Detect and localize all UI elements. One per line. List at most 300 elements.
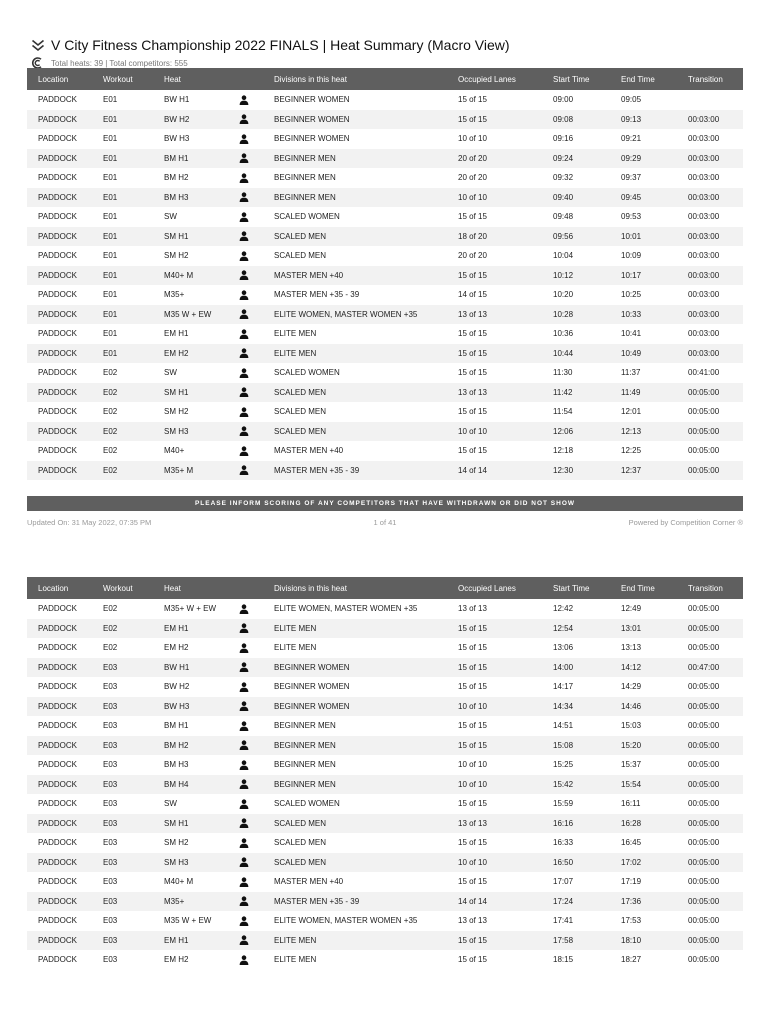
person-icon[interactable] [225,950,263,970]
start-time-cell: 09:24 [542,149,610,169]
divisions-cell: ELITE MEN [274,955,317,965]
lanes-cell: 15 of 15 [447,619,542,639]
table-row [27,207,743,227]
table-row [27,755,743,775]
end-time-cell: 09:53 [621,212,642,222]
workout-cell: E01 [103,329,118,339]
heat-cell: BM H1 [153,149,225,169]
person-icon[interactable] [225,207,263,227]
heat-cell: EM H2 [153,344,225,364]
location-cell: PADDOCK [38,682,77,692]
workout-cell: E03 [103,838,118,848]
divisions-cell: BEGINNER MEN [263,736,447,756]
transition-cell: 00:05:00 [677,461,743,481]
person-icon[interactable] [225,246,263,266]
report-header [31,36,751,70]
location-cell: PADDOCK [38,604,77,614]
end-time-cell: 13:01 [610,619,677,639]
lanes-cell: 10 of 10 [447,853,542,873]
end-time-cell: 17:36 [610,892,677,912]
transition-cell: 00:03:00 [677,188,743,208]
table-row [27,266,743,286]
heat-table-page-2 [27,577,743,970]
divisions-cell: BEGINNER MEN [274,760,336,770]
column-header: Location [27,68,92,90]
start-time-cell: 12:42 [553,604,574,614]
table-header-row [27,68,743,90]
heat-cell: SW [164,212,177,222]
start-time-cell: 17:07 [553,877,574,887]
heat-cell: M35+ [164,290,185,300]
location-cell: PADDOCK [38,721,77,731]
person-icon[interactable] [225,775,263,795]
heat-cell: SM H2 [164,407,189,417]
lanes-cell: 15 of 15 [458,682,487,692]
location-cell: PADDOCK [27,227,92,247]
heat-cell: BM H1 [164,721,189,731]
heat-cell: M35+ W + EW [164,604,217,614]
workout-cell: E01 [103,212,118,222]
transition-cell: 00:05:00 [688,407,720,417]
table-header-row [27,577,743,599]
location-cell: PADDOCK [27,305,92,325]
location-cell: PADDOCK [38,916,77,926]
location-cell: PADDOCK [27,422,92,442]
heat-cell: M40+ [164,446,185,456]
location-cell: PADDOCK [27,110,92,130]
person-icon[interactable] [225,755,263,775]
heat-cell: SM H2 [164,838,189,848]
location-cell: PADDOCK [38,407,77,417]
end-time-cell: 11:37 [621,368,641,378]
lanes-cell: 13 of 13 [458,604,487,614]
end-time-cell: 16:45 [621,838,642,848]
table-row [27,227,743,247]
column-header: Location [27,577,92,599]
divisions-cell: BEGINNER WOMEN [274,682,350,692]
workout-cell: E01 [92,149,153,169]
column-header: Divisions in this heat [263,577,447,599]
transition-cell: 00:05:00 [688,721,720,731]
person-icon[interactable] [225,344,263,364]
person-icon[interactable] [225,911,263,931]
workout-cell: E03 [103,682,118,692]
table-row [27,716,743,736]
divisions-cell: MASTER MEN +40 [263,266,447,286]
heat-cell: M35+ [153,892,225,912]
lanes-cell: 15 of 15 [458,446,487,456]
workout-cell: E02 [92,619,153,639]
divisions-cell: BEGINNER WOMEN [274,134,350,144]
table-row [27,775,743,795]
transition-cell: 00:05:00 [688,604,720,614]
column-header: Occupied Lanes [447,577,542,599]
end-time-cell: 09:05 [621,95,642,105]
table-row [27,422,743,442]
lanes-cell: 15 of 15 [447,266,542,286]
divisions-cell: BEGINNER MEN [263,775,447,795]
table-row [27,324,743,344]
person-icon[interactable] [225,833,263,853]
person-icon[interactable] [225,853,263,873]
end-time-cell: 12:25 [621,446,642,456]
column-header: Divisions in this heat [263,68,447,90]
start-time-cell: 10:20 [553,290,574,300]
divisions-cell: ELITE MEN [263,931,447,951]
lanes-cell: 15 of 15 [458,877,487,887]
transition-cell: 00:05:00 [677,892,743,912]
person-icon[interactable] [225,931,263,951]
workout-cell: E01 [92,227,153,247]
end-time-cell: 09:29 [610,149,677,169]
lanes-cell: 13 of 13 [458,916,487,926]
heat-cell: M35+ M [153,461,225,481]
transition-cell: 00:05:00 [688,643,720,653]
start-time-cell: 14:00 [542,658,610,678]
workout-cell: E03 [103,721,118,731]
lanes-cell: 10 of 10 [447,188,542,208]
location-cell: PADDOCK [27,697,92,717]
table-row [27,461,743,481]
lanes-cell: 15 of 15 [458,799,487,809]
end-time-cell: 09:37 [621,173,642,183]
start-time-cell: 09:16 [553,134,574,144]
divisions-cell: SCALED MEN [263,383,447,403]
person-icon[interactable] [225,697,263,717]
location-cell: PADDOCK [27,188,92,208]
location-cell: PADDOCK [27,149,92,169]
person-icon[interactable] [225,363,263,383]
transition-cell: 00:05:00 [677,775,743,795]
person-icon[interactable] [225,90,263,110]
heat-cell: BM H3 [153,188,225,208]
end-time-cell: 17:19 [621,877,642,887]
transition-cell: 00:05:00 [688,955,720,965]
workout-cell: E01 [92,266,153,286]
column-header: End Time [610,577,677,599]
table-row [27,188,743,208]
end-time-cell: 18:10 [610,931,677,951]
transition-cell: 00:05:00 [677,383,743,403]
divisions-cell: ELITE WOMEN, MASTER WOMEN +35 [274,916,418,926]
person-icon[interactable] [225,305,263,325]
location-cell: PADDOCK [38,877,77,887]
updated-on: Updated On: 31 May 2022, 07:35 PM [27,518,152,527]
table-row [27,736,743,756]
end-time-cell: 12:37 [610,461,677,481]
table-row [27,285,743,305]
table-row [27,931,743,951]
transition-cell: 00:41:00 [688,368,720,378]
location-cell: PADDOCK [27,619,92,639]
person-icon[interactable] [225,619,263,639]
start-time-cell: 17:24 [542,892,610,912]
person-icon[interactable] [225,461,263,481]
workout-cell: E03 [103,760,118,770]
person-icon[interactable] [225,638,263,658]
lanes-cell: 15 of 15 [447,931,542,951]
location-cell: PADDOCK [27,931,92,951]
transition-cell: 00:03:00 [677,227,743,247]
transition-cell: 00:05:00 [688,799,720,809]
start-time-cell: 16:33 [553,838,574,848]
lanes-cell: 15 of 15 [447,110,542,130]
table-row [27,833,743,853]
start-time-cell: 18:15 [553,955,574,965]
divisions-cell: ELITE MEN [263,619,447,639]
start-time-cell: 15:59 [553,799,574,809]
column-header: Heat [153,577,225,599]
lanes-cell: 13 of 13 [447,814,542,834]
person-icon[interactable] [225,129,263,149]
table-row [27,814,743,834]
heat-cell: EM H2 [164,955,189,965]
transition-cell: 00:03:00 [677,110,743,130]
location-cell: PADDOCK [38,95,77,105]
table-row [27,344,743,364]
person-icon[interactable] [225,422,263,442]
divisions-cell: BEGINNER MEN [263,188,447,208]
transition-cell: 00:47:00 [677,658,743,678]
end-time-cell: 11:49 [610,383,677,403]
person-icon[interactable] [225,599,263,619]
start-time-cell: 11:54 [553,407,573,417]
transition-cell: 00:05:00 [688,760,720,770]
start-time-cell: 10:04 [553,251,574,261]
start-time-cell: 10:36 [553,329,574,339]
workout-cell: E03 [92,853,153,873]
divisions-cell: BEGINNER WOMEN [263,697,447,717]
column-header: Start Time [542,68,610,90]
start-time-cell: 15:25 [553,760,574,770]
location-cell: PADDOCK [38,329,77,339]
workout-cell: E02 [103,604,118,614]
column-header: Workout [92,68,153,90]
divisions-cell: SCALED MEN [274,251,327,261]
location-cell: PADDOCK [27,892,92,912]
person-icon[interactable] [225,324,263,344]
lanes-cell: 14 of 14 [447,892,542,912]
end-time-cell: 15:54 [610,775,677,795]
transition-cell: 00:05:00 [688,838,720,848]
lanes-cell: 15 of 15 [447,658,542,678]
start-time-cell: 09:32 [553,173,574,183]
start-time-cell: 17:58 [542,931,610,951]
person-icon[interactable] [225,794,263,814]
lanes-cell: 15 of 15 [458,838,487,848]
lanes-cell: 20 of 20 [458,173,487,183]
start-time-cell: 12:30 [542,461,610,481]
divisions-cell: SCALED MEN [263,422,447,442]
page-number: 1 of 41 [373,518,397,527]
end-time-cell: 10:09 [621,251,642,261]
end-time-cell: 10:01 [610,227,677,247]
end-time-cell: 17:53 [621,916,642,926]
workout-cell: E03 [92,931,153,951]
person-icon[interactable] [225,677,263,697]
heat-cell: SM H2 [164,251,189,261]
person-icon[interactable] [225,168,263,188]
person-icon[interactable] [225,716,263,736]
person-icon[interactable] [225,227,263,247]
location-cell: PADDOCK [38,799,77,809]
person-icon[interactable] [225,814,263,834]
start-time-cell: 15:08 [542,736,610,756]
table-row [27,149,743,169]
workout-cell: E03 [92,658,153,678]
workout-cell: E02 [103,446,118,456]
heat-cell: BW H3 [153,697,225,717]
person-icon[interactable] [225,188,263,208]
lanes-cell: 10 of 10 [447,422,542,442]
workout-cell: E02 [92,422,153,442]
divisions-cell: SCALED WOMEN [274,212,340,222]
lanes-cell: 15 of 15 [447,344,542,364]
person-icon[interactable] [225,285,263,305]
location-cell: PADDOCK [27,266,92,286]
divisions-cell: MASTER MEN +40 [274,877,344,887]
workout-cell: E02 [92,383,153,403]
start-time-cell: 09:48 [553,212,574,222]
column-header: Workout [92,577,153,599]
lanes-cell: 15 of 15 [458,368,487,378]
start-time-cell: 14:51 [553,721,574,731]
divisions-cell: BEGINNER MEN [274,721,336,731]
person-icon[interactable] [225,736,263,756]
end-time-cell: 16:11 [621,799,641,809]
lanes-cell: 15 of 15 [458,329,487,339]
powered-by-link[interactable]: Powered by Competition Corner ® [628,518,743,527]
workout-cell: E02 [103,643,118,653]
person-icon[interactable] [225,872,263,892]
transition-cell: 00:05:00 [677,697,743,717]
heat-cell: BM H4 [153,775,225,795]
location-cell: PADDOCK [38,643,77,653]
start-time-cell: 17:41 [553,916,574,926]
heat-cell: M35 W + EW [153,305,225,325]
workout-cell: E03 [92,736,153,756]
table-row [27,129,743,149]
end-time-cell: 15:20 [610,736,677,756]
end-time-cell: 12:01 [621,407,642,417]
divisions-cell: SCALED WOMEN [274,799,340,809]
transition-cell: 00:05:00 [688,682,720,692]
workout-cell: E03 [103,877,118,887]
location-cell: PADDOCK [38,368,77,378]
column-header: Heat [153,68,225,90]
heat-cell: BM H2 [153,736,225,756]
transition-cell: 00:05:00 [677,422,743,442]
person-icon[interactable] [225,402,263,422]
divisions-cell: MASTER MEN +35 - 39 [263,892,447,912]
report-subtitle: Total heats: 39 | Total competitors: 555 [51,58,188,68]
transition-cell: 00:05:00 [677,619,743,639]
lanes-cell: 10 of 10 [447,775,542,795]
end-time-cell: 09:13 [610,110,677,130]
person-icon[interactable] [225,149,263,169]
lanes-cell: 15 of 15 [458,95,487,105]
transition-cell: 00:03:00 [688,173,720,183]
location-cell: PADDOCK [27,383,92,403]
lanes-cell: 10 of 10 [458,134,487,144]
heat-cell: SW [164,799,177,809]
workout-cell: E01 [103,290,118,300]
heat-cell: BW H2 [164,682,190,692]
location-cell: PADDOCK [27,344,92,364]
transition-cell [677,90,743,110]
person-icon[interactable] [225,110,263,130]
column-header [225,577,263,599]
transition-cell: 00:05:00 [677,931,743,951]
heat-cell: EM H1 [164,329,189,339]
table-row [27,697,743,717]
person-icon[interactable] [225,441,263,461]
end-time-cell: 09:21 [621,134,642,144]
lanes-cell: 15 of 15 [458,955,487,965]
start-time-cell: 09:00 [553,95,574,105]
table-row [27,638,743,658]
person-icon[interactable] [225,383,263,403]
column-header: Transition [677,68,743,90]
heat-cell: M35 W + EW [164,916,212,926]
transition-cell: 00:03:00 [677,266,743,286]
workout-cell: E03 [103,799,118,809]
workout-cell: E01 [92,188,153,208]
table-row [27,383,743,403]
workout-cell: E02 [103,368,118,378]
end-time-cell: 09:45 [610,188,677,208]
transition-cell: 00:03:00 [688,212,720,222]
start-time-cell: 16:16 [542,814,610,834]
workout-cell: E01 [103,173,118,183]
lanes-cell: 13 of 13 [447,305,542,325]
location-cell: PADDOCK [38,212,77,222]
location-cell: PADDOCK [38,251,77,261]
lanes-cell: 15 of 15 [458,721,487,731]
divisions-cell: MASTER MEN +40 [274,446,344,456]
table-row [27,950,743,970]
withdrawal-notice-banner: PLEASE INFORM SCORING OF ANY COMPETITORS THAT HAVE WITHDRAWN OR DID NOT SHOW [27,496,743,511]
person-icon[interactable] [225,266,263,286]
heat-cell: EM H1 [153,931,225,951]
divisions-cell: ELITE WOMEN, MASTER WOMEN +35 [263,305,447,325]
start-time-cell: 09:56 [542,227,610,247]
table-row [27,892,743,912]
heat-cell: EM H1 [153,619,225,639]
divisions-cell: SCALED MEN [263,853,447,873]
table-row [27,110,743,130]
lanes-cell: 15 of 15 [447,736,542,756]
workout-cell: E03 [92,892,153,912]
heat-cell: BW H1 [164,95,190,105]
lanes-cell: 10 of 10 [447,697,542,717]
heat-cell: SM H1 [153,383,225,403]
heat-cell: M40+ M [153,266,225,286]
location-cell: PADDOCK [38,760,77,770]
heat-cell: BM H2 [164,173,189,183]
location-cell: PADDOCK [38,173,77,183]
heat-cell: SM H3 [153,853,225,873]
end-time-cell: 12:49 [621,604,642,614]
workout-cell: E03 [103,916,118,926]
transition-cell: 00:03:00 [677,344,743,364]
person-icon[interactable] [225,658,263,678]
person-icon[interactable] [225,892,263,912]
divisions-cell: MASTER MEN +35 - 39 [274,290,360,300]
start-time-cell: 09:08 [542,110,610,130]
end-time-cell: 12:13 [610,422,677,442]
heat-table-page-1 [27,68,743,480]
